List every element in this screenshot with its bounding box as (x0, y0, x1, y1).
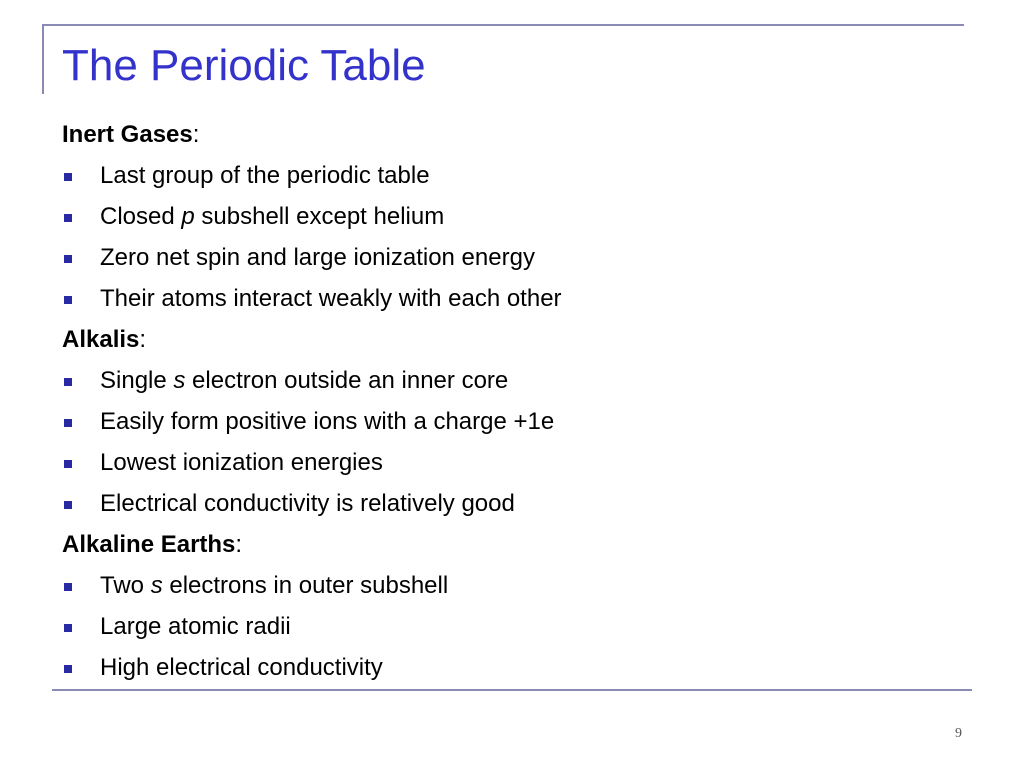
bullet-text: Electrical conductivity is relatively good (100, 490, 515, 517)
square-bullet-icon (64, 296, 72, 304)
page-number: 9 (955, 726, 962, 741)
section-heading-colon: : (139, 326, 147, 353)
bullet-item (62, 606, 962, 647)
bullet-italic-text: p (181, 203, 195, 230)
bullet-text: Their atoms interact weakly with each other (100, 285, 562, 312)
bullet-item (62, 196, 962, 237)
bullet-item (62, 483, 962, 524)
bullet-item (62, 565, 962, 606)
bullet-italic-text: s (150, 572, 163, 599)
bullet-text: Two (100, 572, 151, 599)
title-frame-left-rule (42, 24, 44, 94)
section-heading-alkalis (62, 319, 962, 360)
bullet-item (62, 237, 962, 278)
section-heading-name: Alkaline Earths (62, 531, 236, 558)
bullet-text: Last group of the periodic table (100, 162, 430, 189)
bullet-item (62, 401, 962, 442)
section-heading-colon: : (235, 531, 243, 558)
bullet-text: Large atomic radii (100, 613, 291, 640)
bullet-text: Easily form positive ions with a charge +1e (100, 408, 555, 435)
bullet-item (62, 647, 962, 688)
square-bullet-icon (64, 460, 72, 468)
bullet-text-after: electrons in outer subshell (162, 572, 449, 599)
bullet-text: Zero net spin and large ionization energy (100, 244, 535, 271)
bullet-text-after: electron outside an inner core (185, 367, 509, 394)
square-bullet-icon (64, 255, 72, 263)
section-heading-name: Alkalis (62, 326, 140, 353)
section-heading-inert-gases (62, 114, 962, 155)
bullet-item (62, 155, 962, 196)
square-bullet-icon (64, 378, 72, 386)
bullet-text: High electrical conductivity (100, 654, 383, 681)
square-bullet-icon (64, 419, 72, 427)
bullet-text: Single (100, 367, 174, 394)
slide-title: The Periodic Table (62, 41, 426, 90)
bullet-text: Closed (100, 203, 182, 230)
square-bullet-icon (64, 501, 72, 509)
bullet-item (62, 278, 962, 319)
bullet-italic-text: s (173, 367, 186, 394)
bullet-text: Lowest ionization energies (100, 449, 383, 476)
section-heading-name: Inert Gases (62, 121, 193, 148)
bullet-text-after: subshell except helium (194, 203, 445, 230)
square-bullet-icon (64, 173, 72, 181)
square-bullet-icon (64, 214, 72, 222)
bullet-item (62, 360, 962, 401)
section-heading-colon: : (192, 121, 200, 148)
square-bullet-icon (64, 583, 72, 591)
section-heading-alkaline-earths (62, 524, 962, 565)
title-frame-top-rule (42, 24, 964, 26)
slide-content (62, 114, 962, 688)
footer-rule (52, 689, 972, 691)
bullet-item (62, 442, 962, 483)
square-bullet-icon (64, 665, 72, 673)
square-bullet-icon (64, 624, 72, 632)
